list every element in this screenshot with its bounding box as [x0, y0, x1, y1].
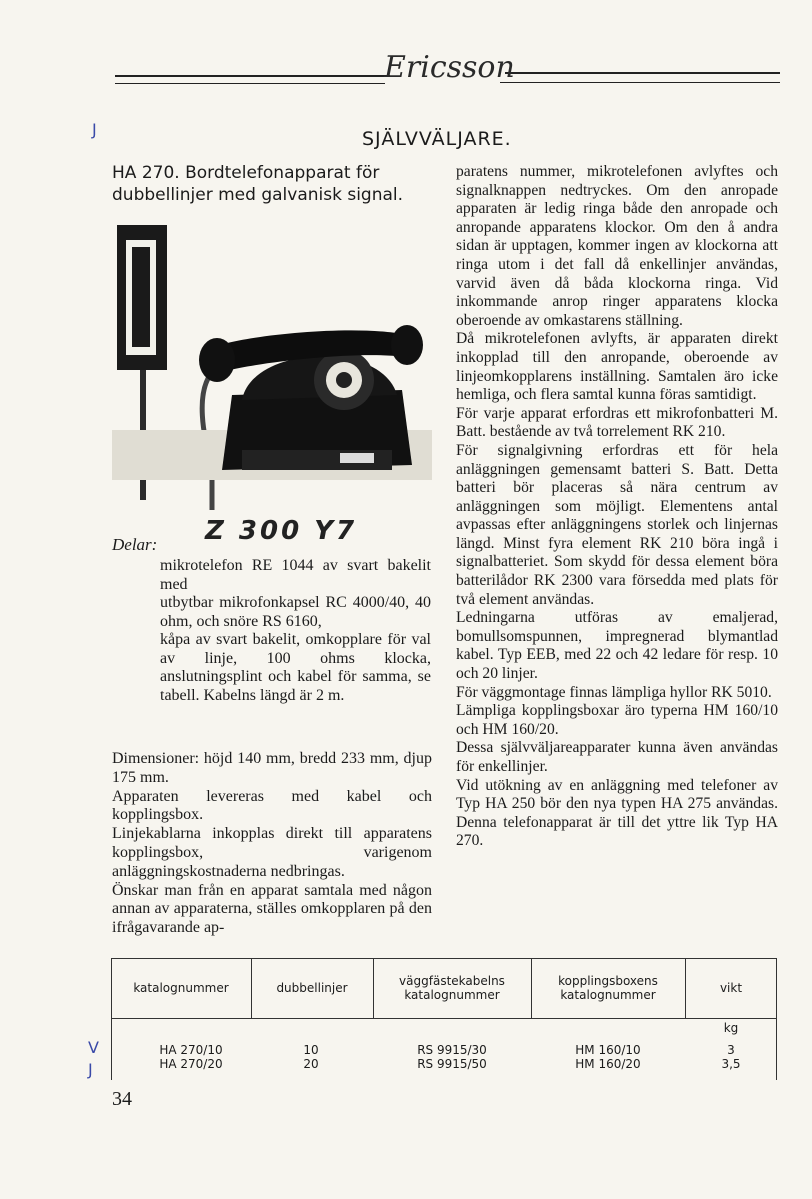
right-column-text: [456, 163, 778, 851]
paragraph: Då mikrotelefonen avlyfts, är apparaten direkt inkopplad till den anropande, oberoende av linjeomkopplarens inställning. Samtalen äro icke hemliga, och flera samtal kunna föras samtidigt.: [456, 330, 778, 404]
margin-mark-table-1: V: [88, 1038, 99, 1057]
paragraph: Dessa självväljareapparater kunna även användas för enkellinjer.: [456, 739, 778, 775]
table-header-catalog: katalognummer: [133, 981, 229, 995]
table-cell: HA 270/20: [159, 1057, 223, 1071]
paragraph: Apparaten levereras med kabel och kopplingsbox.: [112, 787, 432, 824]
table-header-wall-cable: väggfästekabelns katalognummer: [399, 974, 505, 1002]
table-cell: 10: [303, 1043, 319, 1057]
parts-line: mikrotelefon RE 1044 av svart bakelit med: [160, 557, 431, 593]
paragraph: Dimensioner: höjd 140 mm, bredd 233 mm, djup 175 mm.: [112, 750, 432, 786]
table-header-junction-box: kopplingsboxens katalognummer: [558, 974, 658, 1002]
header-rule-right: [505, 72, 780, 74]
paragraph: Lämpliga kopplingsboxar äro typerna HM 160/10 och HM 160/20.: [456, 702, 778, 738]
paragraph: För signalgivning erfordras ett för hela anläggningen gemensamt batteri S. Batt. Detta batteri bör placeras så nära centrum av anläggningen som möjligt. Elementens antal avpassas efter anläggningens storlek och linjernas längd. Minst fyra element RK 210 böra ingå i signalbatteriet. Som skydd för dessa element böra batterilådor RK 2300 vara försedda med plats för två element användas.: [456, 441, 778, 608]
handwritten-code: Z 300 Y7: [205, 516, 358, 546]
parts-line: kåpa av svart bakelit, omkopplare för val av linje, 100 ohms klocka, anslutningsplint och kabel för samma, se tabell. Kabelns längd är 2 m.: [160, 631, 431, 704]
catalog-table: [111, 958, 777, 1080]
table-cell: 3,5: [721, 1057, 741, 1071]
paragraph: Ledningarna utföras av emaljerad, bomullsomspunnen, impregnerad blymantlad kabel. Typ EEB, med 22 och 42 ledare för resp. 10 och 20 linjer.: [456, 609, 778, 683]
paragraph: Linjekablarna inkopplas direkt till apparatens kopplingsbox, varigenom anläggningskostnaderna nedbringas.: [112, 825, 432, 880]
product-subtitle: HA 270. Bordtelefonapparat för dubbellinjer med galvanisk signal.: [112, 163, 404, 205]
paragraph: paratens nummer, mikrotelefonen avlyftes och signalknappen nedtryckes. Om den anropade apparaten är ledig ringa både den anropade och anropande apparatens klockor. Om den å andra sidan är upptagen, kommer ingen av klockorna att ringa utom i det fall då enkellinjer användas, varvid även då båda klockorna ringa. Vid inkommande anrop ringer apparatens klocka oberoende av omkastarens ställning.: [456, 163, 778, 329]
telephone-photo: [112, 225, 432, 510]
parts-list: [160, 557, 431, 705]
table-cell: 20: [303, 1057, 319, 1071]
table-cell: HA 270/10: [159, 1043, 223, 1057]
margin-mark-top: J: [92, 120, 97, 139]
table-weight-unit: kg: [723, 1021, 739, 1035]
paragraph: För varje apparat erfordras ett mikrofonbatteri M. Batt. bestående av två torrelement RK 210.: [456, 404, 778, 441]
header-rule-left-2: [115, 83, 385, 84]
table-header-weight: vikt: [719, 981, 743, 995]
page-number: 34: [112, 1088, 132, 1110]
page-title: SJÄLVVÄLJARE.: [362, 128, 512, 150]
paragraph: För väggmontage finnas lämpliga hyllor RK 5010.: [456, 683, 772, 701]
paragraph: Önskar man från en apparat samtala med någon annan av apparaterna, ställes omkopplaren på den ifrågavarande ap-: [112, 881, 432, 937]
table-cell: RS 9915/50: [417, 1057, 487, 1071]
brand-logo: Ericsson: [384, 50, 515, 85]
table-cell: RS 9915/30: [417, 1043, 487, 1057]
table-cell: HM 160/10: [575, 1043, 641, 1057]
header-rule-left: [115, 75, 390, 77]
paragraph: Vid utökning av en anläggning med telefoner av Typ HA 250 bör den nya typen HA 275 användas. Denna telefonapparat är till det yttre lik Typ HA 270.: [456, 776, 778, 850]
table-header-double-lines: dubbellinjer: [276, 981, 348, 995]
table-cell: HM 160/20: [575, 1057, 641, 1071]
table-cell: 3: [727, 1043, 735, 1057]
header-rule-right-2: [500, 82, 780, 83]
left-column-text: [112, 750, 432, 938]
parts-label: Delar:: [112, 535, 158, 554]
parts-line: utbytbar mikrofonkapsel RC 4000/40, 40 ohm, och snöre RS 6160,: [160, 594, 431, 630]
margin-mark-table-2: J: [88, 1060, 93, 1079]
